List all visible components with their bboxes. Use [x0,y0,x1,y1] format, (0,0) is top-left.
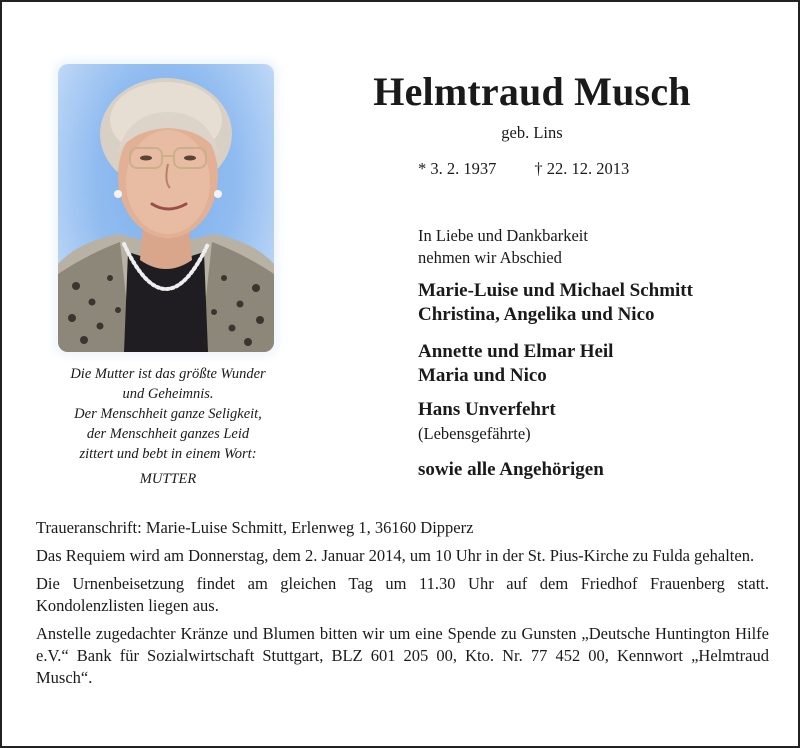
farewell-intro [418,225,788,269]
service-information [36,517,769,689]
family-group-schmitt [418,279,788,327]
intro-line: In Liebe und Dankbarkeit [418,226,588,245]
death-date: † 22. 12. 2013 [534,159,630,178]
portrait-photo [58,64,274,352]
poem-line: Die Mutter ist das größte Wunder [70,366,266,382]
family-line: Maria und Nico [418,365,547,386]
portrait-illustration [58,64,274,352]
partner-relation: (Lebensgefährte) [418,424,531,443]
life-dates [418,158,629,180]
poem-signature: MUTTER [139,471,197,487]
maiden-name: geb. Lins [501,123,563,142]
poem [42,364,294,489]
deceased-name: Helmtraud Musch [373,69,691,114]
partner-name: Hans Unverfehrt [418,399,556,420]
others-line: sowie alle Angehörigen [418,459,604,480]
requiem-info: Das Requiem wird am Donnerstag, dem 2. Januar 2014, um 10 Uhr in der St. Pius-Kirche zu Fulda gehalten. [36,546,755,565]
family-group-partner [418,398,788,446]
family-group-heil [418,340,788,388]
birth-date: * 3. 2. 1937 [418,159,497,178]
intro-line: nehmen wir Abschied [418,248,562,267]
family-group-others [418,458,788,482]
poem-line: zittert und bebt in einem Wort: [79,446,257,462]
family-line: Annette und Elmar Heil [418,341,614,362]
mourning-address: Traueranschrift: Marie-Luise Schmitt, Erlenweg 1, 36160 Dipperz [36,518,474,537]
donation-info: Anstelle zugedachter Kränze und Blumen bitten wir um eine Spende zu Gunsten „Deutsche Huntington Hilfe e.V.“ Bank für Sozialwirtschaft Stuttgart, BLZ 601 205 00, Kto. Nr. 77 452 00, Kennwort „Helmtraud Musch“. [36,624,769,687]
family-line: Christina, Angelika und Nico [418,304,655,325]
family-line: Marie-Luise und Michael Schmitt [418,280,693,301]
poem-line: Der Menschheit ganze Seligkeit, [74,406,262,422]
poem-line: der Menschheit ganzes Leid [86,426,250,442]
poem-line: und Geheimnis. [122,386,214,402]
mourners-list [418,225,788,482]
burial-info: Die Urnenbeisetzung findet am gleichen Tag um 11.30 Uhr auf dem Friedhof Frauenberg statt. Kondolenzlisten liegen aus. [36,574,769,615]
